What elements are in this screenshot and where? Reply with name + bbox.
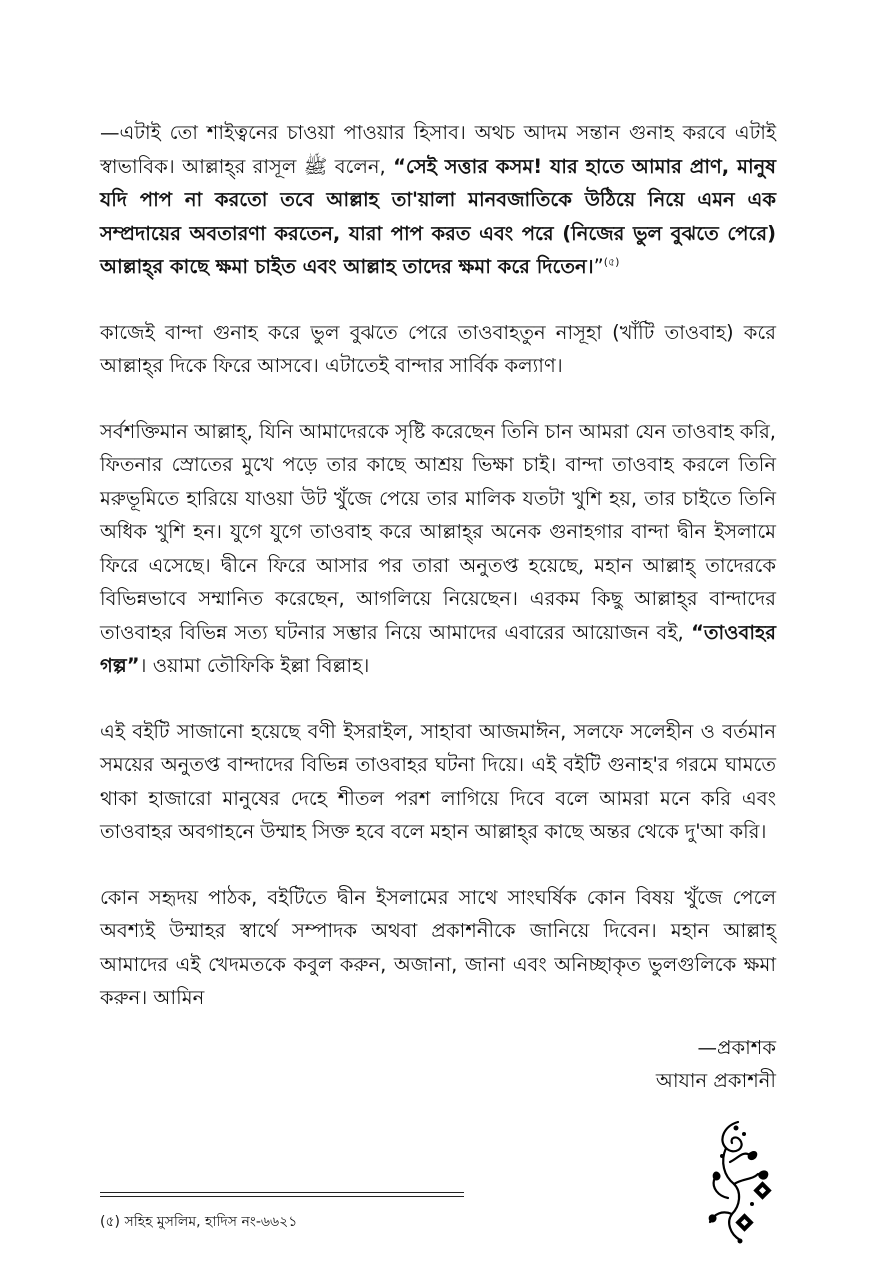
quote-close: ” [593,255,604,278]
footnote-divider [100,1192,464,1197]
signature-role: —প্রকাশক [697,1035,776,1059]
hadith-quote: “সেই সত্তার কসম! যার হাতে আমার প্রাণ, মানুষ যদি পাপ না করতো তবে আল্লাহ তা'য়ালা মানবজাতিকে উঠিয়ে নিয়ে এমন এক সম্প্রদায়ের অবতারণা করতেন, যারা পাপ করত এবং পরে (নিজের ভুল বুঝতে পেরে) আল্লাহ্‌র কাছে ক্ষমা চাইত এবং আল্লাহ তাদের ক্ষমা করে দিতেন। [100,154,776,278]
page-body [100,116,776,1097]
paragraph-3-closing: । ওয়ামা তৌফিকি ইল্লা বিল্লাহ। [139,654,370,677]
paragraph-1-intro: —এটাই তো শাইত্বনের চাওয়া পাওয়ার হিসাব। অথচ আদম সন্তান গুনাহ করবে এটাই স্বাভাবিক। আল্লাহ্‌র রাসূল ﷺ বলেন, [100,121,776,178]
floral-ornament-icon [700,1118,780,1248]
book-title: “তাওবাহর গল্প” [100,620,776,677]
footnote-reference[interactable]: (৫) [603,255,620,269]
signature-publisher: আযান প্রকাশনী [655,1068,776,1092]
paragraph-5: কোন সহৃদয় পাঠক, বইটিতে দ্বীন ইসলামের সাথে সাংঘর্ষিক কোন বিষয় খুঁজে পেলে অবশ্যই উম্মাহর স্বার্থে সম্পাদক অথবা প্রকাশনীকে জানিয়ে দিবেন। মহান আল্লাহ্‌ আমাদের এই খেদমতকে কবুল করুন, অজানা, জানা এবং অনিচ্ছাকৃত ভুলগুলিকে ক্ষমা করুন। আমিন [100,885,776,1009]
paragraph-3 [100,415,776,683]
paragraph-1 [100,116,776,284]
paragraph-4: এই বইটি সাজানো হয়েছে বণী ইসরাইল, সাহাবা আজমাঈন, সলফে সলেহীন ও বর্তমান সময়ের অনুতপ্ত বান্দাদের বিভিন্ন তাওবাহর ঘটনা দিয়ে। এই বইটি গুনাহ'র গরমে ঘামতে থাকা হাজারো মানুষের দেহে শীতল পরশ লাগিয়ে দিবে বলে আমরা মনে করি এবং তাওবাহর অবগাহনে উম্মাহ সিক্ত হবে বলে মহান আল্লাহ্‌র কাছে অন্তর থেকে দু'আ করি। [100,719,777,843]
signature-block [100,1031,776,1097]
paragraph-2: কাজেই বান্দা গুনাহ করে ভুল বুঝতে পেরে তাওবাহতুন নাসূহা (খাঁটি তাওবাহ) করে আল্লাহ্‌র দিকে ফিরে আসবে। এটাতেই বান্দার সার্বিক কল্যাণ। [100,320,776,377]
paragraph-3-text: সর্বশক্তিমান আল্লাহ্‌, যিনি আমাদেরকে সৃষ্টি করেছেন তিনি চান আমরা যেন তাওবাহ করি, ফিতনার স্রোতের মুখে পড়ে তার কাছে আশ্রয় ভিক্ষা চাই। বান্দা তাওবাহ করলে তিনি মরুভূমিতে হারিয়ে যাওয়া উট খুঁজে পেয়ে তার মালিক যতটা খুশি হয়, তার চাইতে তিনি অধিক খুশি হন। যুগে যুগে তাওবাহ করে আল্লাহ্‌র অনেক গুনাহগার বান্দা দ্বীন ইসলামে ফিরে এসেছে। দ্বীনে ফিরে আসার পর তারা অনুতপ্ত হয়েছে, মহান আল্লাহ্‌ তাদেরকে বিভিন্নভাবে সম্মানিত করেছেন, আগলিয়ে নিয়েছেন। এরকম কিছু আল্লাহ্‌র বান্দাদের তাওবাহর বিভিন্ন সত্য ঘটনার সম্ভার নিয়ে আমাদের এবারের আয়োজন বই, [100,419,776,644]
footnote: (৫) সহিহ মুসলিম, হাদিস নং-৬৬২১ [100,1214,298,1230]
